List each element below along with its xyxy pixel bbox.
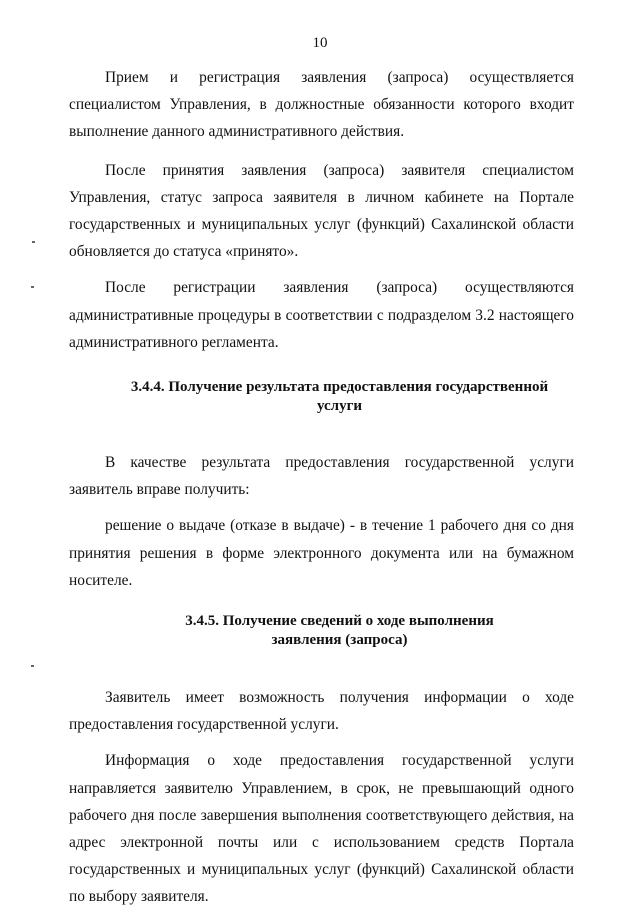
section-heading-3-4-5-line2: заявления (запроса)	[271, 632, 408, 649]
paragraph-result-decision: решение о выдаче (отказе в выдаче) - в течение 1 рабочего дня со дня принятия решения в форме электронного документа или на бумажном носителе.	[69, 517, 574, 589]
paragraph-info-possibility: Заявитель имеет возможность получения информации о ходе предоставления государственной услуги.	[69, 689, 574, 734]
paragraph-procedures: После регистрации заявления (запроса) осуществляются административные процедуры в соответствии с подразделом 3.2 настоящего административного регламента.	[69, 279, 574, 351]
section-heading-3-4-4	[69, 378, 574, 416]
scan-mark	[32, 241, 35, 243]
scan-mark	[31, 286, 34, 288]
paragraph-info-delivery: Информация о ходе предоставления государственной услуги направляется заявителю Управлением, в срок, не превышающий одного рабочего дня после завершения выполнения соответствующего действия, на адрес электронной почты или с использованием средств Портала государственных и муниципальных услуг (функций) Сахалинской области по выбору заявителя.	[69, 752, 574, 906]
section-heading-3-4-4-line1: 3.4.4. Получение результата предоставления государственной	[130, 379, 549, 396]
page-number: 10	[312, 35, 328, 51]
document-body	[69, 64, 574, 920]
paragraph-status-update: После принятия заявления (запроса) заявителя специалистом Управления, статус запроса заявителя в личном кабинете на Портале государственных и муниципальных услуг (функций) Сахалинской области обновляется до статуса «принято».	[69, 161, 574, 261]
paragraph-reception: Прием и регистрация заявления (запроса) осуществляется специалистом Управления, в должностные обязанности которого входит выполнение данного административного действия.	[69, 69, 574, 141]
section-heading-3-4-5	[69, 612, 574, 650]
paragraph-result-intro: В качестве результата предоставления государственной услуги заявитель вправе получить:	[69, 454, 574, 499]
section-heading-3-4-5-line1: 3.4.5. Получение сведений о ходе выполнения	[185, 613, 494, 630]
section-heading-3-4-4-line2: услуги	[316, 398, 363, 415]
scan-mark	[31, 665, 34, 667]
